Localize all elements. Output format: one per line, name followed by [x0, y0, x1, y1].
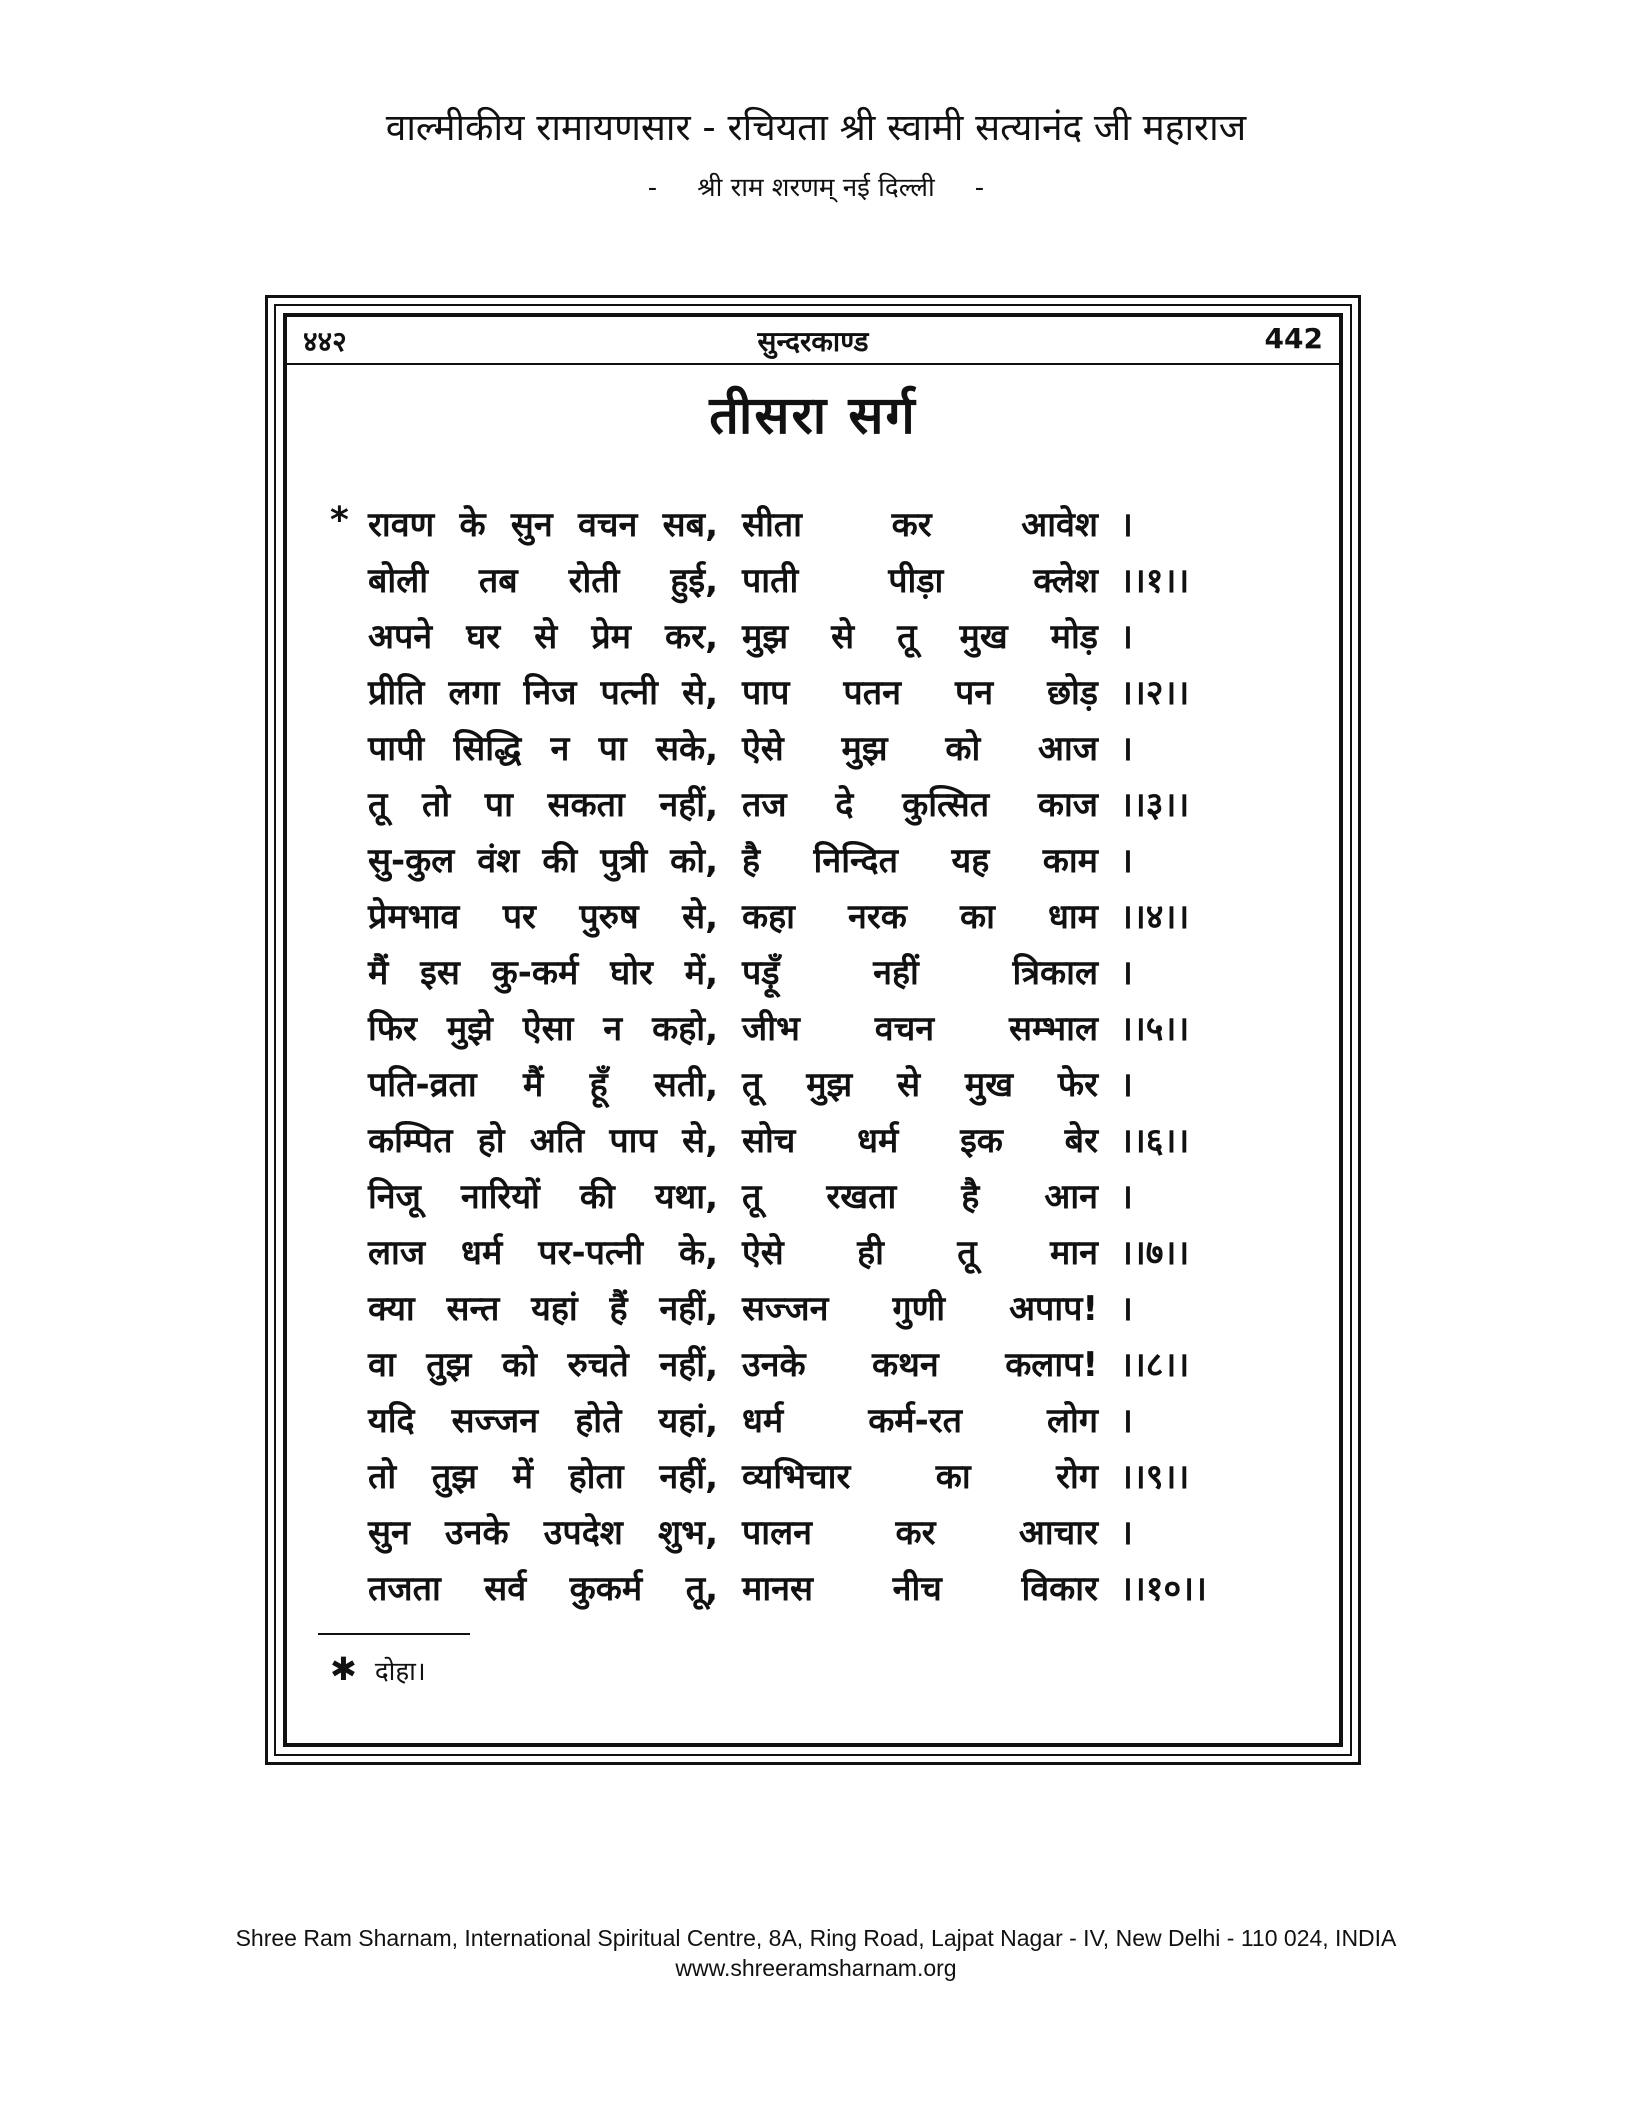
verse-first-half: प्रेमभाव पर पुरुष से,	[368, 897, 718, 937]
verse-first-half: कम्पित हो अति पाप से,	[368, 1121, 718, 1161]
verse-line	[330, 1116, 1290, 1172]
verse-first-half: बोली तब रोती हुई,	[368, 561, 718, 601]
verse-first-half: वा तुझ को रुचते नहीं,	[368, 1345, 718, 1385]
verse-second-half: उनके कथन कलाप!	[742, 1345, 1098, 1385]
verse-second-half: सज्जन गुणी अपाप!	[742, 1289, 1098, 1329]
verse-first-half: पति-व्रता मैं हूँ सती,	[368, 1065, 718, 1105]
verse-second-half: पाप पतन पन छोड़	[742, 673, 1098, 713]
verse-second-half: सीता कर आवेश	[742, 505, 1098, 545]
running-head-rule	[287, 363, 1339, 365]
verse-line	[330, 668, 1290, 724]
verse-line	[330, 1060, 1290, 1116]
verse-end-mark: ।।८।।	[1120, 1345, 1190, 1385]
verse-line	[330, 1228, 1290, 1284]
verse-end-mark: ।	[1120, 1065, 1133, 1105]
verse-line	[330, 1284, 1290, 1340]
verse-second-half: मानस नीच विकार	[742, 1569, 1098, 1609]
verse-end-mark: ।।६।।	[1120, 1121, 1190, 1161]
footnote	[330, 1650, 426, 1688]
verse-line	[330, 612, 1290, 668]
verse-first-half: प्रीति लगा निज पत्नी से,	[368, 673, 718, 713]
verse-first-half: पापी सिद्धि न पा सके,	[368, 729, 718, 769]
verse-second-half: सोच धर्म इक बेर	[742, 1121, 1098, 1161]
verse-line	[330, 724, 1290, 780]
document-header-subtitle	[0, 168, 1632, 204]
verse-line	[330, 836, 1290, 892]
verse-line	[330, 780, 1290, 836]
verse-line	[330, 1564, 1290, 1620]
verse-second-half: है निन्दित यह काम	[742, 841, 1098, 881]
footer-website: www.shreeramsharnam.org	[675, 1955, 957, 1981]
verse-first-half: तजता सर्व कुकर्म तू,	[368, 1569, 718, 1609]
verse-line	[330, 556, 1290, 612]
verse-second-half: पड़ूँ नहीं त्रिकाल	[742, 953, 1098, 993]
subtitle-dash-right: -	[974, 173, 985, 203]
footnote-text: दोहा।	[374, 1657, 426, 1687]
verse-line	[330, 1340, 1290, 1396]
verse-end-mark: ।।३।।	[1120, 785, 1190, 825]
verse-end-mark: ।।२।।	[1120, 673, 1190, 713]
verse-first-half: क्या सन्त यहां हैं नहीं,	[368, 1289, 718, 1329]
verse-second-half: तू रखता है आन	[742, 1177, 1098, 1217]
subtitle-dash-left: -	[647, 173, 658, 203]
verse-line	[330, 500, 1290, 556]
verse-second-half: पालन कर आचार	[742, 1513, 1098, 1553]
verse-end-mark: ।	[1120, 1177, 1133, 1217]
verse-second-half: जीभ वचन सम्भाल	[742, 1009, 1098, 1049]
footnote-marker: ✱	[330, 1650, 357, 1688]
verse-second-half: धर्म कर्म-रत लोग	[742, 1401, 1098, 1441]
verse-line	[330, 1508, 1290, 1564]
verse-end-mark: ।।७।।	[1120, 1233, 1190, 1273]
verse-line	[330, 948, 1290, 1004]
verse-end-mark: ।	[1120, 505, 1133, 545]
verse-end-mark: ।	[1120, 729, 1133, 769]
verse-end-mark: ।।५।।	[1120, 1009, 1190, 1049]
verse-first-half: तू तो पा सकता नहीं,	[368, 785, 718, 825]
document-header-title: वाल्मीकीय रामायणसार - रचियता श्री स्वामी सत्यानंद जी महाराज	[385, 106, 1247, 149]
verse-end-mark: ।।४।।	[1120, 897, 1190, 937]
verse-first-half: सु-कुल वंश की पुत्री को,	[368, 841, 718, 881]
verse-end-mark: ।	[1120, 1513, 1133, 1553]
verse-second-half: कहा नरक का धाम	[742, 897, 1098, 937]
verse-first-half: यदि सज्जन होते यहां,	[368, 1401, 718, 1441]
verse-first-half: अपने घर से प्रेम कर,	[368, 617, 718, 657]
verse-end-mark: ।।९।।	[1120, 1457, 1190, 1497]
verse-end-mark: ।	[1120, 1289, 1133, 1329]
subtitle-text: श्री राम शरणम् नई दिल्ली	[697, 173, 935, 203]
verse-marker: *	[330, 500, 349, 541]
verse-line	[330, 1452, 1290, 1508]
verse-line	[330, 1172, 1290, 1228]
verse-second-half: मुझ से तू मुख मोड़	[742, 617, 1098, 657]
verse-end-mark: ।।१०।।	[1120, 1569, 1207, 1609]
footnote-rule	[318, 1633, 470, 1635]
verse-first-half: लाज धर्म पर-पत्नी के,	[368, 1233, 718, 1273]
verse-line	[330, 1396, 1290, 1452]
page-number-latin: 442	[1264, 322, 1323, 355]
verse-first-half: मैं इस कु-कर्म घोर में,	[368, 953, 718, 993]
verse-line	[330, 892, 1290, 948]
verse-end-mark: ।	[1120, 841, 1133, 881]
verse-list	[330, 500, 1290, 1620]
verse-second-half: पाती पीड़ा क्लेश	[742, 561, 1098, 601]
verse-second-half: ऐसे ही तू मान	[742, 1233, 1098, 1273]
verse-first-half: सुन उनके उपदेश शुभ,	[368, 1513, 718, 1553]
verse-end-mark: ।	[1120, 1401, 1133, 1441]
running-head	[303, 322, 1323, 364]
verse-first-half: फिर मुझे ऐसा न कहो,	[368, 1009, 718, 1049]
verse-second-half: ऐसे मुझ को आज	[742, 729, 1098, 769]
verse-first-half: तो तुझ में होता नहीं,	[368, 1457, 718, 1497]
verse-second-half: तज दे कुत्सित काज	[742, 785, 1098, 825]
verse-end-mark: ।	[1120, 953, 1133, 993]
verse-first-half: रावण के सुन वचन सब,	[368, 505, 718, 545]
verse-end-mark: ।	[1120, 617, 1133, 657]
footer-address: Shree Ram Sharnam, International Spiritual Centre, 8A, Ring Road, Lajpat Nagar - IV, New Delhi - 110 024, INDIA	[235, 1925, 1397, 1951]
verse-second-half: व्यभिचार का रोग	[742, 1457, 1098, 1497]
verse-line	[330, 1004, 1290, 1060]
section-name: सुन्दरकाण्ड	[757, 325, 869, 358]
verse-end-mark: ।।१।।	[1120, 561, 1190, 601]
verse-first-half: निजू नारियों की यथा,	[368, 1177, 718, 1217]
verse-second-half: तू मुझ से मुख फेर	[742, 1065, 1098, 1105]
chapter-title: तीसरा सर्ग	[709, 386, 917, 446]
page-number-devanagari: ४४२	[303, 325, 347, 358]
